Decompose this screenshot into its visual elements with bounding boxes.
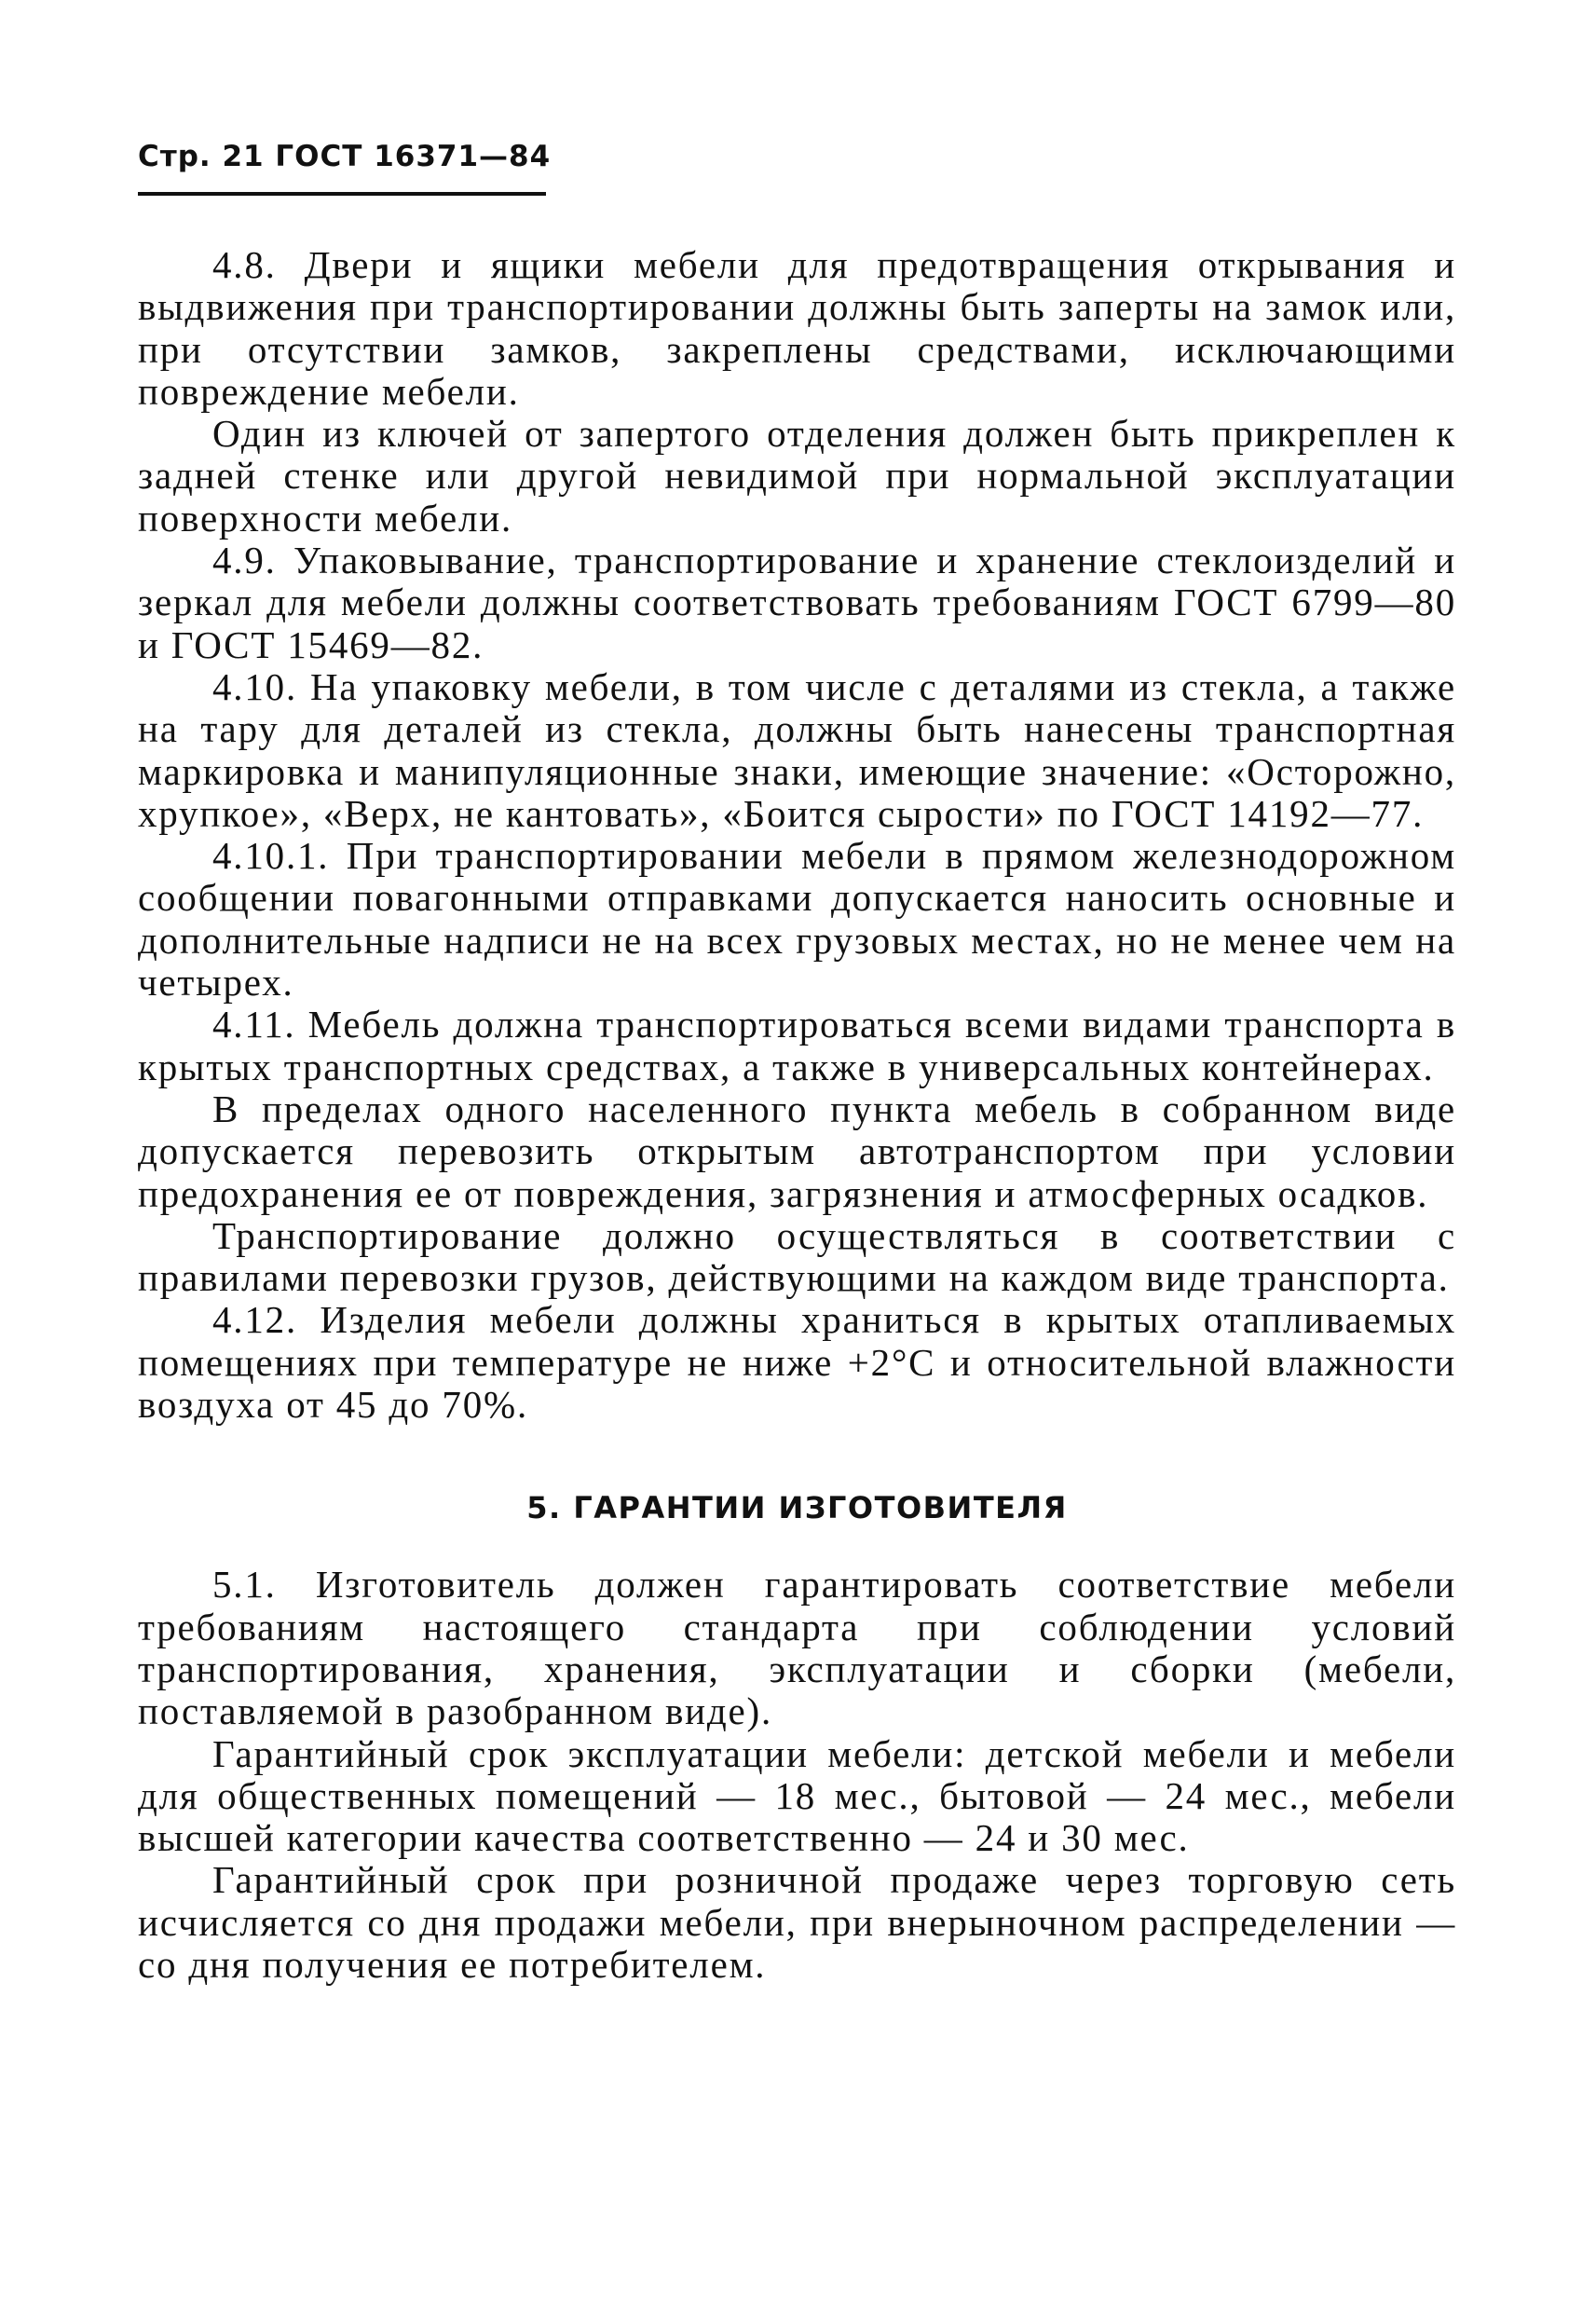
paragraph-4-9: 4.9. Упаковывание, транспортирование и хранение стеклоизделий и зеркал для мебели должны соответствовать требованиям ГОСТ 6799—80 и ГОСТ 15469—82. bbox=[138, 539, 1456, 666]
paragraph-retail-warranty: Гарантийный срок при розничной продаже через торговую сеть исчисляется со дня продажи мебели, при внерыночном распределении — со дня получения ее потребителем. bbox=[138, 1858, 1456, 1986]
section-heading: 5. ГАРАНТИИ ИЗГОТОВИТЕЛЯ bbox=[526, 1490, 1068, 1526]
paragraph-4-12: 4.12. Изделия мебели должны храниться в крытых отапливаемых помещениях при температуре не ниже +2°C и относительной влажности воздуха от 45 до 70%. bbox=[138, 1298, 1456, 1427]
paragraph-warranty-period: Гарантийный срок эксплуатации мебели: детской мебели и мебели для общественных помещений — 18 мес., бытовой — 24 мес., мебели высшей категории качества соответственно — 24 и 30 мес. bbox=[138, 1731, 1456, 1860]
paragraph-4-11-rules: Транспортирование должно осуществляться в соответствии с правилами перевозки грузов, действующими на каждом виде транспорта. bbox=[138, 1213, 1456, 1300]
paragraph-4-8-key: Один из ключей от запертого отделения должен быть прикреплен к задней стенке или другой невидимой при нормальной эксплуатации поверхности мебели. bbox=[138, 412, 1456, 540]
body-text bbox=[138, 244, 1456, 1986]
paragraph-4-10-1: 4.10.1. При транспортировании мебели в прямом железнодорожном сообщении повагонными отправками допускается наносить основные и дополнительные надписи не на всех грузовых местах, но не менее чем на четырех. bbox=[138, 834, 1456, 1005]
paragraph-5-1: 5.1. Изготовитель должен гарантировать соответствие мебели требованиям настоящего стандарта при соблюдении условий транспортирования, хранения, эксплуатации и сборки (мебели, поставляемой в разобранном виде). bbox=[138, 1563, 1456, 1733]
running-head: Стр. 21 ГОСТ 16371—84 bbox=[138, 140, 552, 173]
header-rule bbox=[138, 192, 546, 196]
paragraph-4-10: 4.10. На упаковку мебели, в том числе с деталями из стекла, а также на тару для деталей из стекла, должны быть нанесены транспортная маркировка и манипуляционные знаки, имеющие значение: «Осторожно, хрупкое», «Верх, не кантовать», «Боится сырости» по ГОСТ 14192—77. bbox=[138, 664, 1456, 835]
paragraph-4-11: 4.11. Мебель должна транспортироваться всеми видами транспорта в крытых транспортных средствах, а также в универсальных контейнерах. bbox=[138, 1003, 1456, 1088]
paragraph-4-8: 4.8. Двери и ящики мебели для предотвращения открывания и выдвижения при транспортировании должны быть заперты на замок или, при отсутствии замков, закреплены средствами, исключающими повреждение мебели. bbox=[138, 243, 1456, 413]
paragraph-4-11-local: В пределах одного населенного пункта мебель в собранном виде допускается перевозить открытым автотранспортом при условии предохранения ее от повреждения, загрязнения и атмосферных осадков. bbox=[138, 1087, 1456, 1215]
